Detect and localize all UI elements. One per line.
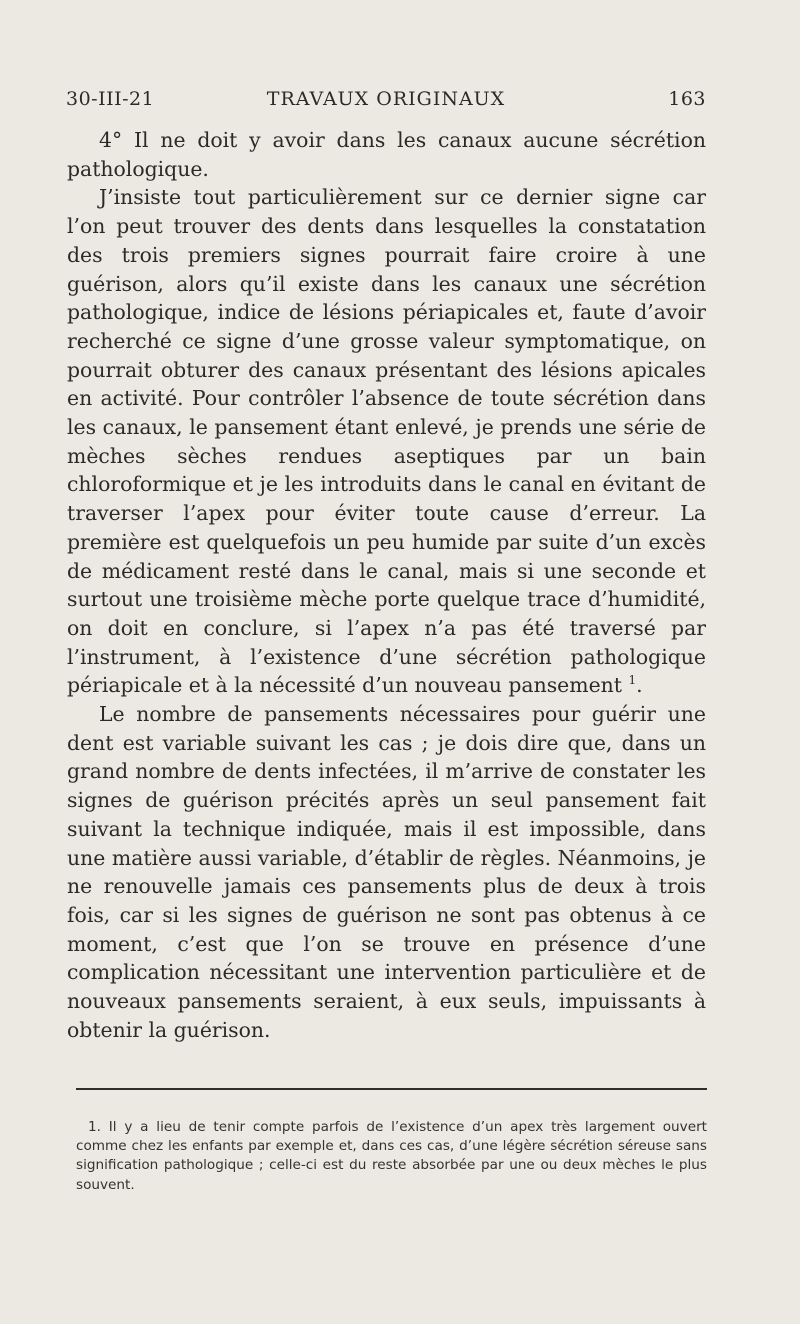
running-title: TRAVAUX ORIGINAUX [266,88,506,110]
footnote-reference: 1 [628,673,637,688]
page-number: 163 [668,88,706,110]
footnote-divider [76,1088,707,1090]
paragraph-text: J’insiste tout particulièrement sur ce dernier signe car l’on peut trouver des dents dans lesquelles la constatation des trois premiers signes pourrait faire croire à une guérison, alors qu’il existe dans les canaux une sécrétion pathologique, indice de lésions périapicales et, faute d’avoir recherché ce signe d’une grosse valeur symptomatique, on pourrait obturer des canaux présentant des lésions apicales en activité. Pour contrôler l’absence de toute sécrétion dans les canaux, le pansement étant enlevé, je prends une série de mèches sèches rendues aseptiques par un bain chloroformique et je les introduits dans le canal en évitant de traverser l’apex pour éviter toute cause d’erreur. La première est quelquefois un peu humide par suite d’un excès de médicament resté dans le canal, mais si une seconde et surtout une troisième mèche porte quelque trace d’humidité, on doit en conclure, si l’apex n’a pas été traversé par l’instrument, à l’existence d’une sécrétion pathologique périapicale et à la nécessité d’un nouveau pansement [67,185,706,698]
paragraph-number-of-dressings: Le nombre de pansements nécessaires pour guérir une dent est variable suivant les cas ; je dois dire que, dans un grand nombre de dents infectées, il m’arrive de constater les signes de guérison précités après un seul pansement fait suivant la technique indiquée, mais il est impossible, dans une matière aussi variable, d’établir de règles. Néanmoins, je ne renouvelle jamais ces pansements plus de deux à trois fois, car si les signes de guérison ne sont pas obtenus à ce moment, c’est que l’on se trouve en présence d’une complication nécessitant une intervention particulière et de nouveaux pansements seraient, à eux seuls, impuissants à obtenir la guérison. [67,702,706,1042]
page-header [66,88,706,118]
paragraph-secretion-check [67,183,706,700]
issue-date: 30-III-21 [66,88,155,110]
sentence-end: . [636,673,643,698]
paragraph-criterion-4: 4° Il ne doit y avoir dans les canaux aucune sécrétion pathologique. [67,128,706,181]
main-text [67,126,706,1045]
footnote: 1. Il y a lieu de tenir compte parfois de l’existence d’un apex très largement ouvert comme chez les enfants par exemple et, dans ces cas, d’une légère sécrétion séreuse sans signification pathologique ; celle-ci est du reste absorbée par une ou deux mèches le plus souvent. [76,1119,707,1193]
